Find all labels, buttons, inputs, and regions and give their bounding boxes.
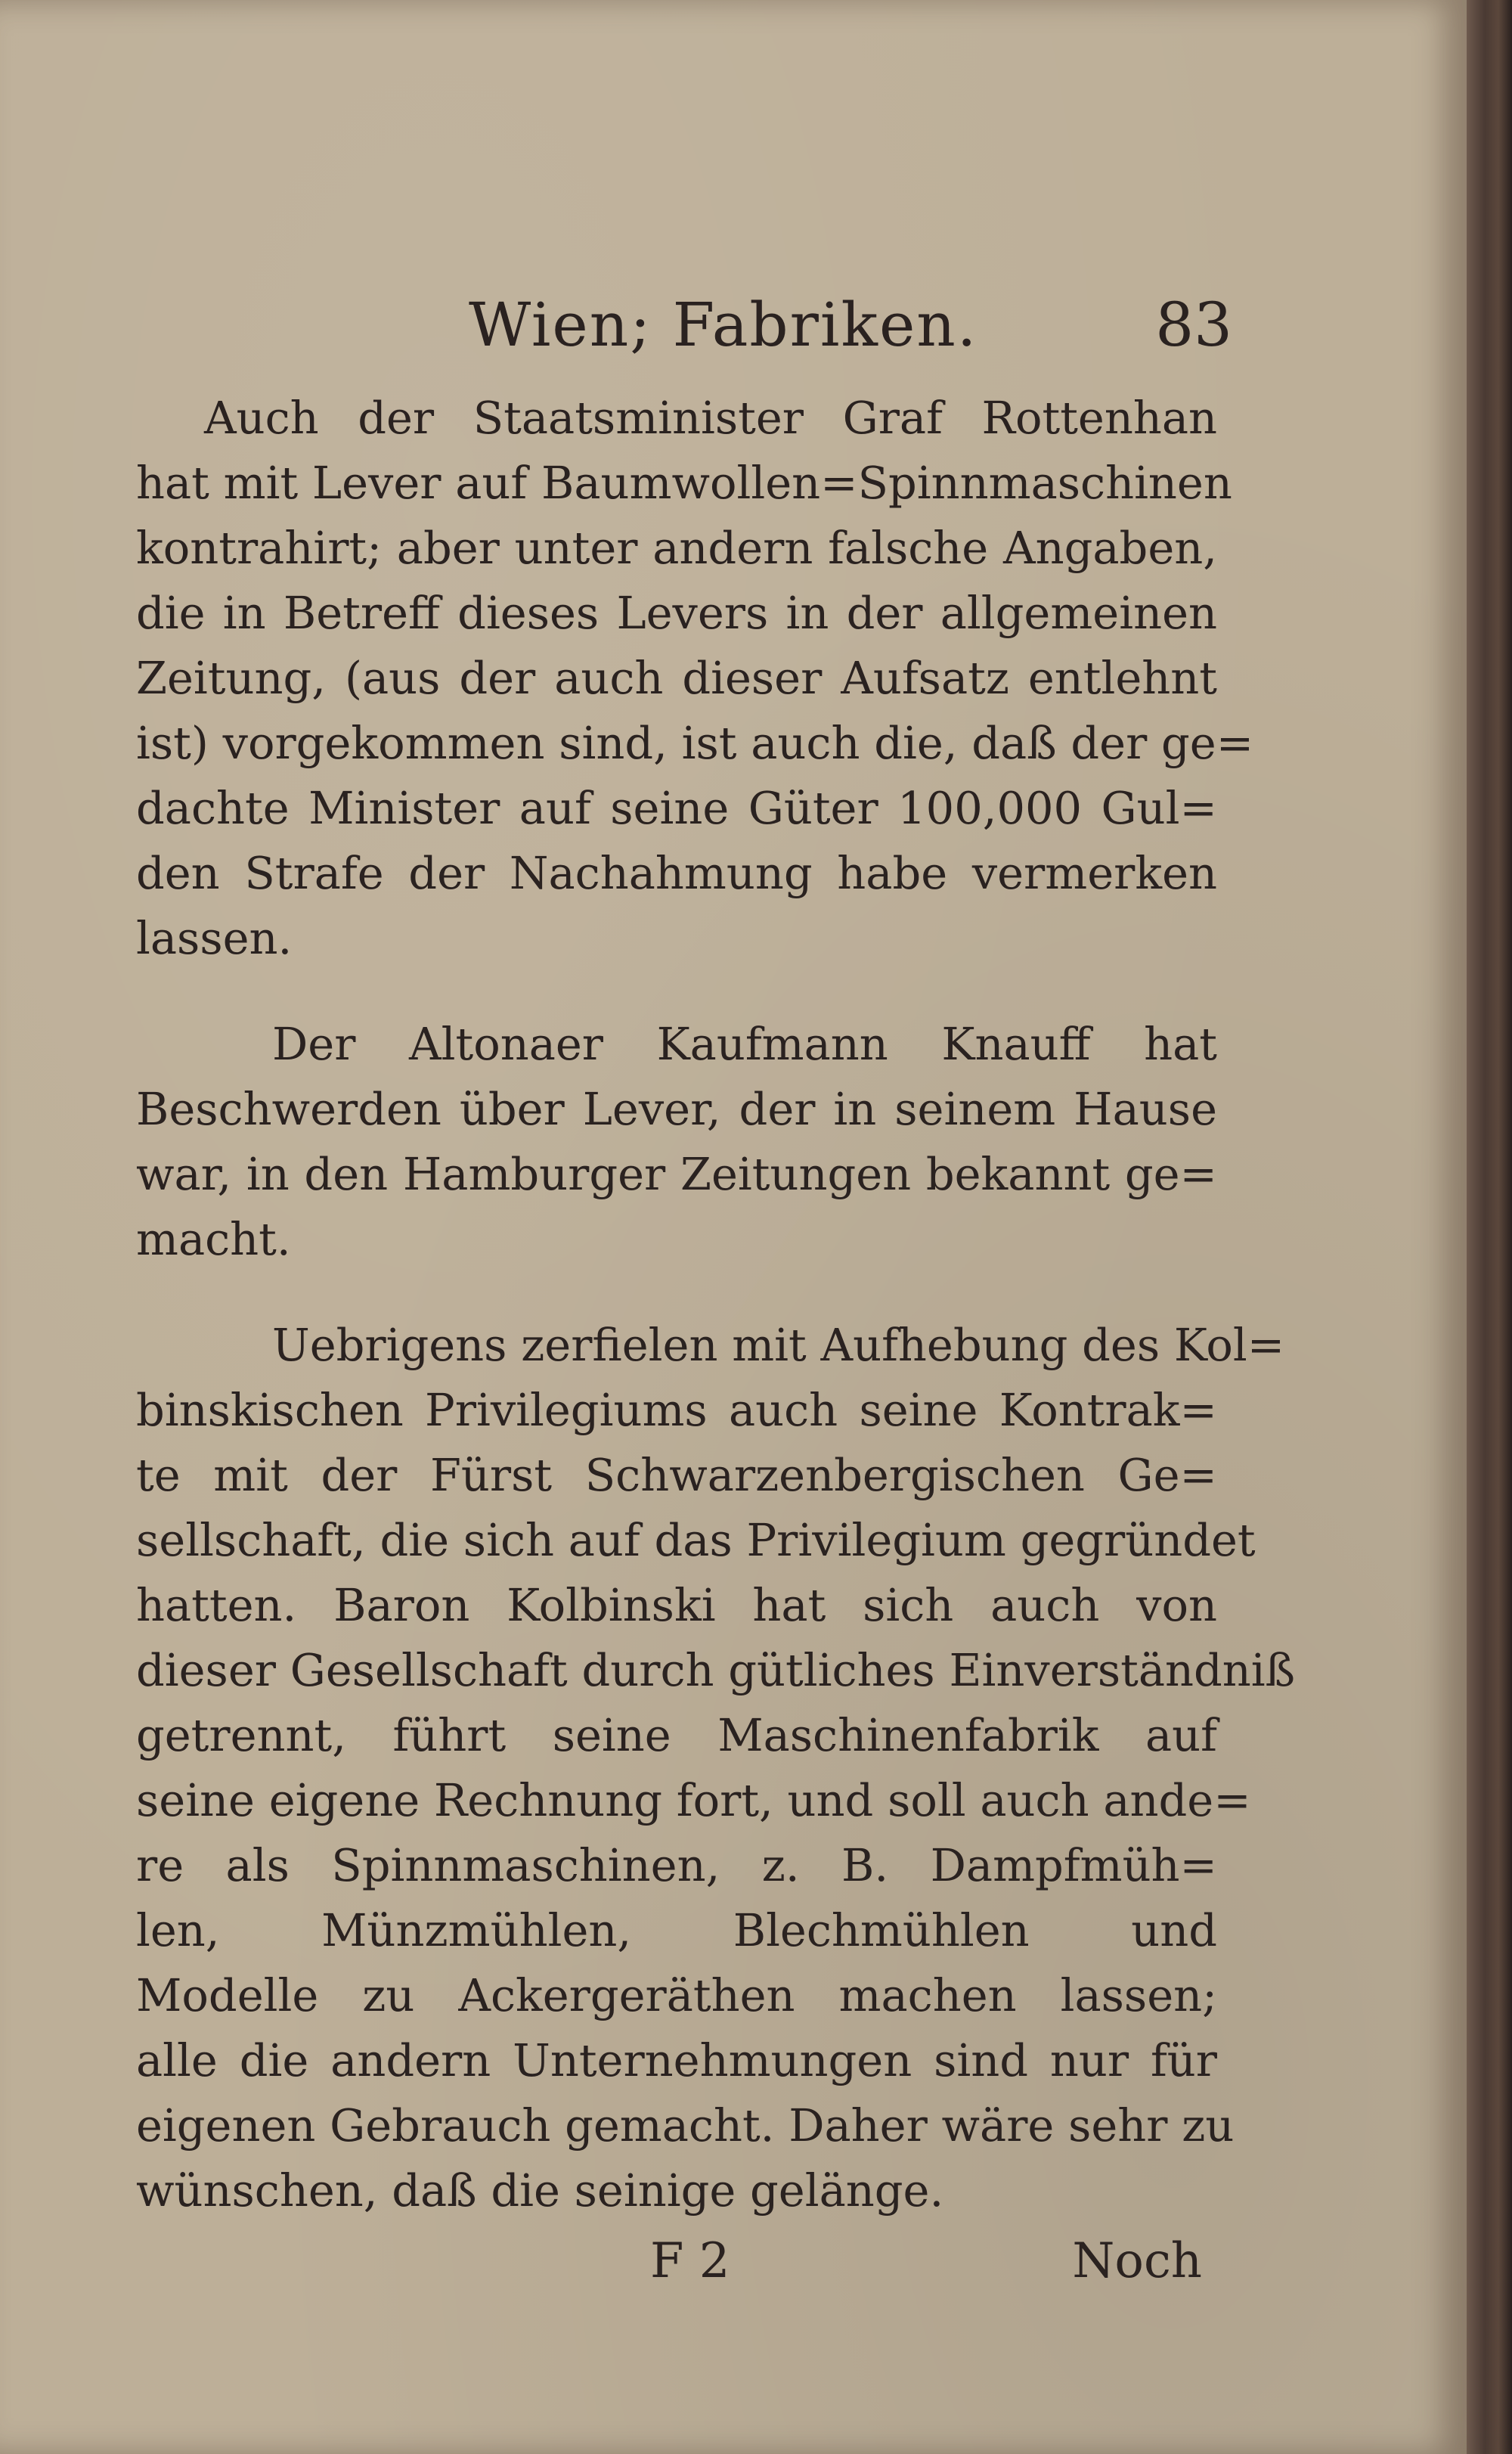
running-title: Wien; Fabriken. bbox=[469, 290, 978, 360]
text-line: Auch der Staatsminister Graf Rottenhan bbox=[204, 392, 1217, 444]
page-number: 83 bbox=[1155, 290, 1232, 360]
page-footer bbox=[136, 2223, 1202, 2299]
text-line: Modelle zu Ackergeräthen machen lassen; bbox=[136, 1969, 1217, 2021]
text-line: alle die andern Unternehmungen sind nur für bbox=[136, 2034, 1217, 2086]
text-line: dieser Gesellschaft durch gütliches Einverständniß bbox=[136, 1644, 1296, 1696]
text-line: len, Münzmühlen, Blechmühlen und bbox=[136, 1904, 1217, 1956]
text-line: getrennt, führt seine Maschinenfabrik auf bbox=[136, 1709, 1217, 1761]
text-line: die in Betreff dieses Levers in der allgemeinen bbox=[136, 587, 1217, 639]
body-text bbox=[136, 386, 1296, 2223]
text-line: hat mit Lever auf Baumwollen=Spinnmaschinen bbox=[136, 457, 1232, 509]
text-line: te mit der Fürst Schwarzenbergischen Ge= bbox=[136, 1449, 1217, 1501]
text-line: kontrahirt; aber unter andern falsche Angaben, bbox=[136, 522, 1217, 574]
text-line: war, in den Hamburger Zeitungen bekannt ge= bbox=[136, 1148, 1217, 1200]
text-line: seine eigene Rechnung fort, und soll auch ande= bbox=[136, 1774, 1251, 1826]
text-line: macht. bbox=[136, 1213, 291, 1265]
text-line: den Strafe der Nachahmung habe vermerken bbox=[136, 847, 1217, 899]
text-line: Der Altonaer Kaufmann Knauff hat bbox=[272, 1018, 1217, 1070]
running-header bbox=[469, 284, 1232, 367]
catchword: Noch bbox=[1072, 2233, 1202, 2289]
paragraph bbox=[136, 1313, 1296, 2223]
text-line: dachte Minister auf seine Güter 100,000 Gul= bbox=[136, 782, 1217, 834]
text-line: Uebrigens zerfielen mit Aufhebung des Kol= bbox=[272, 1319, 1285, 1371]
text-line: hatten. Baron Kolbinski hat sich auch von bbox=[136, 1579, 1217, 1631]
text-line: eigenen Gebrauch gemacht. Daher wäre sehr zu bbox=[136, 2099, 1235, 2152]
text-line: sellschaft, die sich auf das Privilegium gegründet bbox=[136, 1514, 1256, 1566]
text-line: re als Spinnmaschinen, z. B. Dampfmüh= bbox=[136, 1839, 1217, 1891]
paragraph bbox=[136, 386, 1254, 971]
text-line: Zeitung, (aus der auch dieser Aufsatz entlehnt bbox=[136, 652, 1217, 704]
paragraph bbox=[136, 1012, 1217, 1272]
text-line: Beschwerden über Lever, der in seinem Hause bbox=[136, 1083, 1217, 1135]
signature-mark: F 2 bbox=[650, 2233, 730, 2289]
text-line: binskischen Privilegiums auch seine Kontrak= bbox=[136, 1384, 1217, 1436]
text-line: wünschen, daß die seinige gelänge. bbox=[136, 2164, 944, 2217]
text-line: ist) vorgekommen sind, ist auch die, daß der ge= bbox=[136, 717, 1254, 769]
text-line: lassen. bbox=[136, 912, 293, 964]
book-edge bbox=[1467, 0, 1512, 2454]
